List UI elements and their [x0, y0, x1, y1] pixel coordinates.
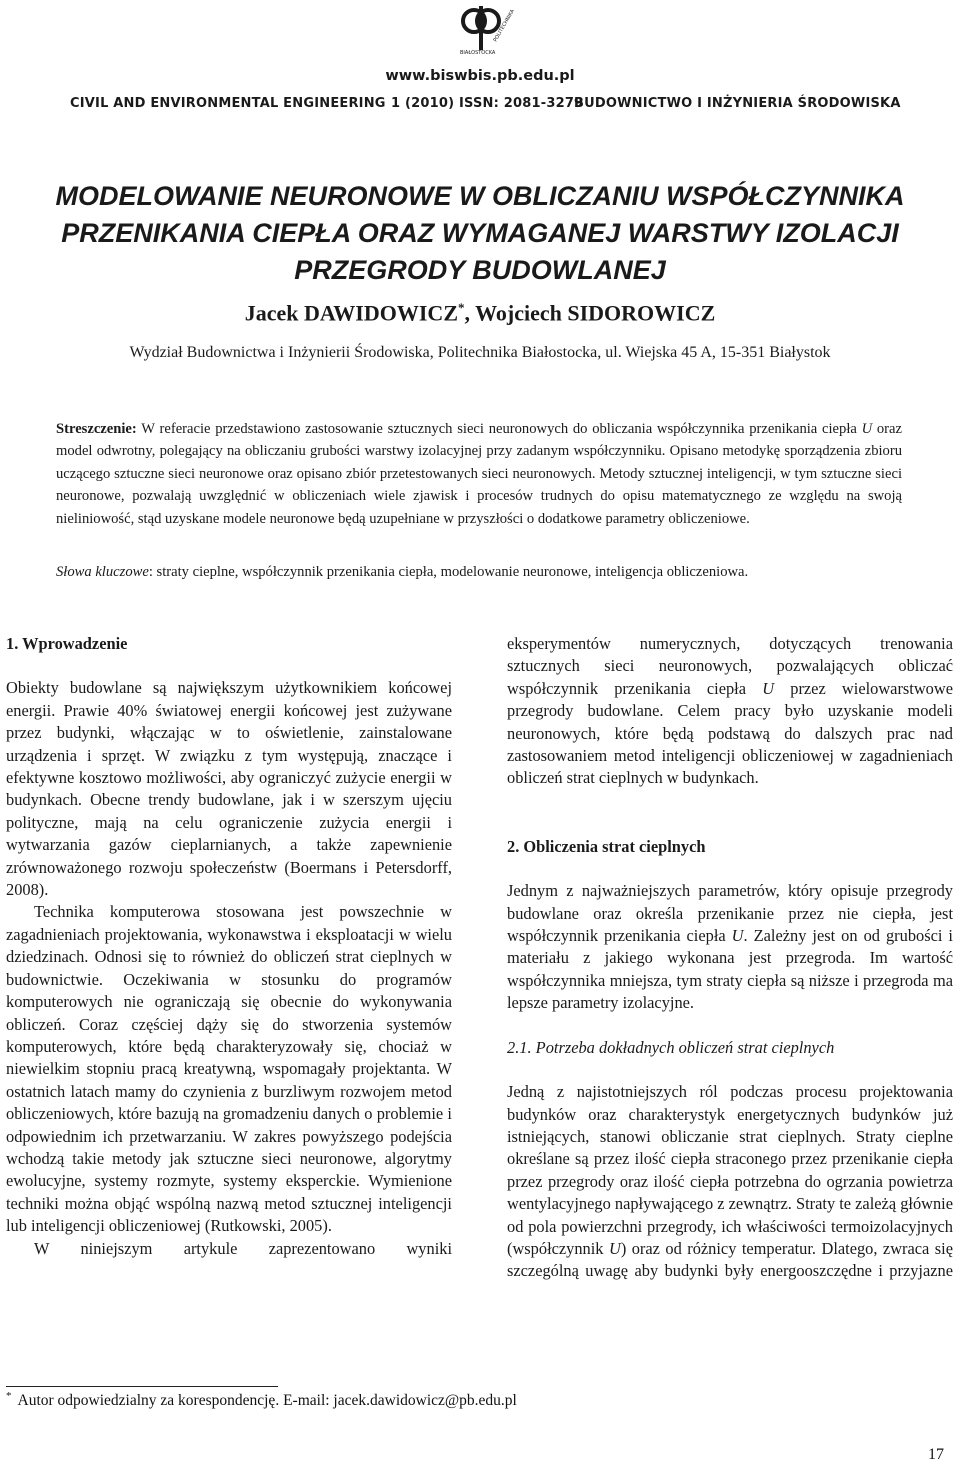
section-2-text-a: Jednym z najważniejszych parametrów, który opisuje przegrody budowlane oraz określa przenikanie przez nie ciepła, jest współczynnik przenikania ciepła: [507, 881, 953, 946]
author-rest: , Wojciech SIDOROWICZ: [464, 300, 716, 326]
affiliation: Wydział Budownictwa i Inżynierii Środowiska, Politechnika Białostocka, ul. Wiejska 45 A, 15-351 Białystok: [129, 344, 831, 361]
keywords-text: : straty cieplne, współczynnik przenikania ciepła, modelowanie neuronowe, inteligencja obliczeniowa.: [148, 564, 749, 580]
title-line-1: MODELOWANIE NEURONOWE W OBLICZANIU WSPÓŁCZYNNIKA: [55, 181, 905, 211]
paper-title: [30, 178, 930, 289]
section-2-1-heading: 2.1. Potrzeba dokładnych obliczeń strat cieplnych: [507, 1037, 835, 1057]
title-line-2: PRZENIKANIA CIEPŁA ORAZ WYMAGANEJ WARSTWY IZOLACJI: [61, 218, 899, 248]
abstract-text-a: W referacie przedstawiono zastosowanie sztucznych sieci neuronowych do obliczania współczynnika przenikania ciepła: [136, 421, 862, 437]
page-number: 17: [928, 1446, 944, 1463]
abstract-text-b: oraz model odwrotny, polegający na obliczaniu grubości warstwy izolacyjnej przy zadanym współczynniku. Opisano metodykę sporządzenia zbioru uczącego sztuczne sieci neuronowe oraz opisano zbiór przetestowanych sieci neuronowych. Metody sztucznej inteligencji, w tym sztuczne sieci neuronowe, pozwalają uwzględnić w obliczeniach wiele zjawisk i procesów trudnych do opisu matematycznego ze względu na swoją nieliniowość, stąd uzyskane modele neuronowe będą uzupełniane w przyszłości o dodatkowe parametry obliczeniowe.: [56, 421, 902, 527]
footnote: [6, 1390, 517, 1410]
section-2-heading: 2. Obliczenia strat cieplnych: [507, 836, 706, 856]
abstract: [56, 418, 902, 530]
svg-text:POLITECHNIKA: POLITECHNIKA: [492, 8, 516, 43]
keywords-label: Słowa kluczowe: [56, 564, 149, 580]
section-2-1-paragraph: [507, 1081, 953, 1283]
section-2-text-b: . Zależny jest on od grubości i materiału z jakiego wykonana jest przegroda. Im wartość współczynnika mniejsza, tym straty ciepła są niższe i przegroda ma lepsze parametry izolacyjne.: [507, 926, 953, 1013]
journal-website[interactable]: www.biswbis.pb.edu.pl: [385, 68, 575, 84]
footnote-divider: [6, 1386, 278, 1387]
intro-paragraph-1: Obiekty budowlane są największym użytkownikiem końcowej energii. Prawie 40% światowej energii końcowej jest zużywane przez budynki, włączając w to oświetlenie, zainstalowane urządzenia i sprzęt. W związku z tym występują, znaczące i efektywne kosztowo możliwości, aby ograniczyć zużycie energii w budynkach. Obecne trendy budowlane, jak i w szerszym ujęciu polityczne, mają na celu ograniczenie zużycia energii i wytwarzania gazów cieplarnianych, a także zapewnienie zrównoważonego rozwoju społeczeństw (Boermans i Petersdorff, 2008).: [6, 678, 452, 900]
journal-name-en: CIVIL AND ENVIRONMENTAL ENGINEERING: [70, 96, 386, 111]
symbol-u-1: U: [762, 678, 775, 698]
svg-text:BIAŁOSTOCKA: BIAŁOSTOCKA: [460, 50, 496, 56]
intro-continuation-a: eksperymentów numerycznych, dotyczących trenowania sztucznych sieci neuronowych, pozwalających obliczać współczynnik przenikania ciepła: [507, 634, 953, 698]
journal-name-pl: BUDOWNICTWO I INŻYNIERIA ŚRODOWISKA: [574, 96, 901, 111]
abstract-label: Streszczenie:: [56, 421, 137, 437]
journal-issue: 1 (2010) ISSN: 2081-3279: [391, 96, 584, 111]
section-2-1-text-b: ) oraz od różnicy temperatur. Dlatego, zwraca się szczególną uwagę aby budynki były energooszczędne i przyjazne: [507, 1238, 953, 1281]
intro-paragraph-2: Technika komputerowa stosowana jest powszechnie w zagadnieniach projektowania, wykonawstwa i eksploatacji w wielu dziedzinach. Odnosi się to również do obliczeń strat cieplnych w budownictwie. Oczekiwania w stosunku do programów komputerowych nie ograniczają się obecnie do wykonywania obliczeń. Coraz częściej dąży się do stworzenia systemów komputerowych, które będą charakteryzowały się, chociaż w niewielkim stopniu pracą kreatywną, wspomagały projektanta. W ostatnich latach mamy do czynienia z burzliwym rozwojem metod obliczeniowych, które bazują na gromadzeniu danych o problemie i odpowiednim ich przetwarzaniu. W zakres powyższego podejścia wchodzą takie metody jak sztuczne sieci neuronowe, algorytmy ewolucyjne, systemy rozmyte, systemy eksperckie. Wymienione techniki można objąć wspólną nazwą metod sztucznej inteligencji lub inteligencji obliczeniowej (Rutkowski, 2005).: [6, 902, 452, 1236]
intro-continuation-b: przez wielowarstwowe przegrody budowlane. Celem pracy było uzyskanie modeli neuronowych, które będą podstawą do dalszych prac nad zastosowaniem metod inteligencji obliczeniowej w zagadnieniach obliczeń strat cieplnych w budynkach.: [507, 678, 953, 788]
right-column: [507, 633, 953, 1283]
section-1-heading: 1. Wprowadzenie: [6, 634, 128, 653]
authors: [30, 300, 930, 326]
footnote-mark: *: [6, 1390, 12, 1402]
section-2-paragraph: [507, 880, 953, 1014]
university-logo-icon: [452, 2, 518, 64]
left-column: [6, 633, 452, 1260]
footnote-text: Autor odpowiedzialny za korespondencję. E-mail: jacek.dawidowicz@pb.edu.pl: [17, 1392, 517, 1410]
keywords: [56, 564, 902, 581]
author-first: Jacek DAWIDOWICZ: [244, 300, 458, 326]
intro-continuation: [507, 633, 953, 790]
title-line-3: PRZEGRODY BUDOWLANEJ: [294, 255, 666, 285]
section-2-1-text-a: Jedną z najistotniejszych ról podczas procesu projektowania budynków oraz charakterystyk energetycznych budynków już istniejących, stanowi obliczanie strat cieplnych. Straty cieplne określane są przez ilość ciepła straconego przez przenikanie ciepła przez przegrody oraz ilość ciepła potrzebna do ogrzania powietrza wentylacyjnego napływającego z zewnątrz. Straty te zależą głównie od pola powierzchni przegrody, ich właściwości termoizolacyjnych (współczynnik: [507, 1082, 953, 1258]
symbol-u-3: U: [608, 1238, 621, 1258]
abstract-symbol-u: U: [861, 421, 873, 437]
symbol-u-2: U: [731, 926, 744, 946]
corresponding-mark: *: [458, 300, 465, 315]
intro-paragraph-3: W niniejszym artykule zaprezentowano wyniki: [34, 1238, 452, 1258]
